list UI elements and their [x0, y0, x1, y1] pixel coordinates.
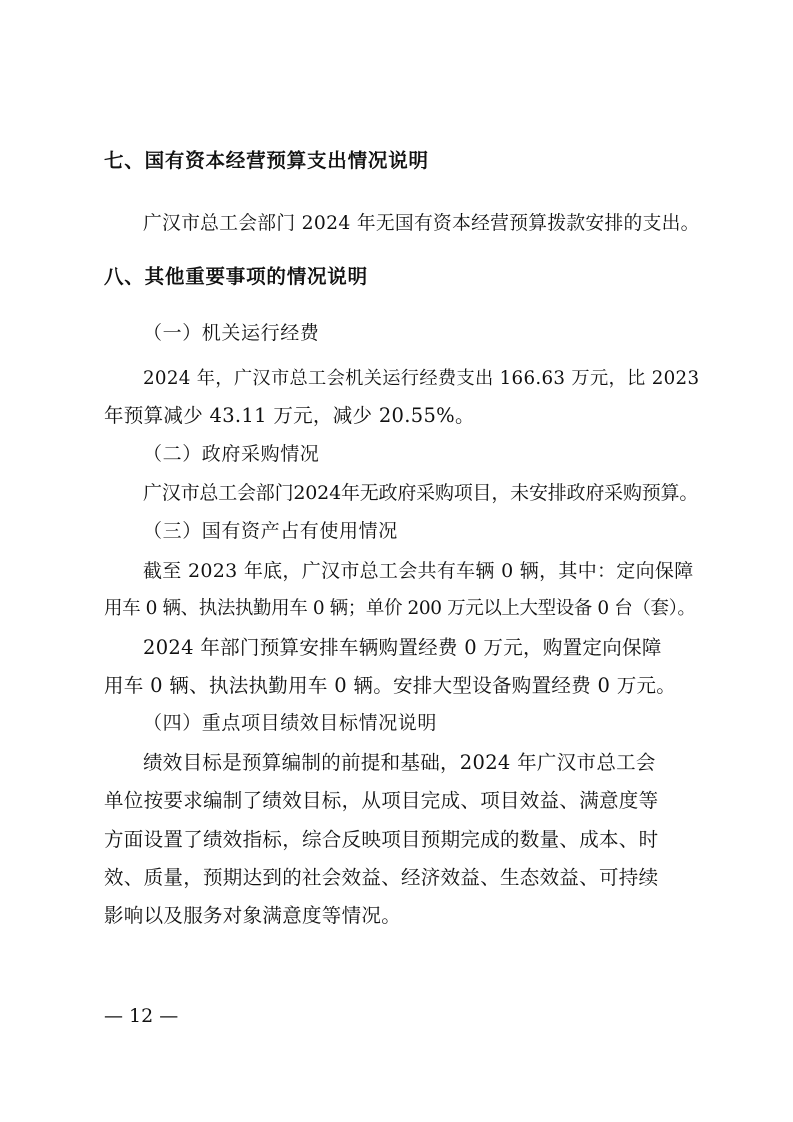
subsection-1-title: （一）机关运行经费	[143, 322, 320, 344]
subsection-4-line-2: 单位按要求编制了绩效目标，从项目完成、项目效益、满意度等	[104, 789, 659, 812]
subsection-2-title: （二）政府采购情况	[143, 443, 320, 465]
section-7-paragraph: 广汉市总工会部门 2024 年无国有资本经营预算拨款安排的支出。	[143, 213, 700, 234]
section-8-heading: 八、其他重要事项的情况说明	[104, 265, 368, 288]
subsection-4-line-1: 绩效目标是预算编制的前提和基础，2024 年广汉市总工会	[143, 751, 656, 774]
page-number: — 12 —	[104, 1005, 179, 1027]
subsection-3-line-1: 截至 2023 年底，广汉市总工会共有车辆 0 辆，其中：定向保障	[143, 560, 694, 582]
subsection-3-line-3: 2024 年部门预算安排车辆购置经费 0 万元，购置定向保障	[143, 636, 662, 659]
subsection-2-line-1: 广汉市总工会部门2024年无政府采购项目，未安排政府采购预算。	[143, 482, 699, 504]
subsection-4-title: （四）重点项目绩效目标情况说明	[143, 712, 438, 734]
subsection-4-line-4: 效、质量，预期达到的社会效益、经济效益、生态效益、可持续	[104, 866, 659, 889]
subsection-3-line-2: 用车 0 辆、执法执勤用车 0 辆；单价 200 万元以上大型设备 0 台（套）。	[104, 598, 696, 619]
subsection-3-title: （三）国有资产占有使用情况	[143, 520, 398, 542]
subsection-4-line-3: 方面设置了绩效指标，综合反映项目预期完成的数量、成本、时	[104, 828, 659, 851]
subsection-1-line-1: 2024 年，广汉市总工会机关运行经费支出 166.63 万元，比 2023	[143, 368, 700, 389]
subsection-1-line-2: 年预算减少 43.11 万元，减少 20.55%。	[104, 404, 475, 427]
section-7-heading: 七、国有资本经营预算支出情况说明	[104, 149, 429, 172]
subsection-3-line-4: 用车 0 辆、执法执勤用车 0 辆。安排大型设备购置经费 0 万元。	[104, 674, 677, 697]
subsection-4-line-5: 影响以及服务对象满意度等情况。	[104, 904, 402, 927]
